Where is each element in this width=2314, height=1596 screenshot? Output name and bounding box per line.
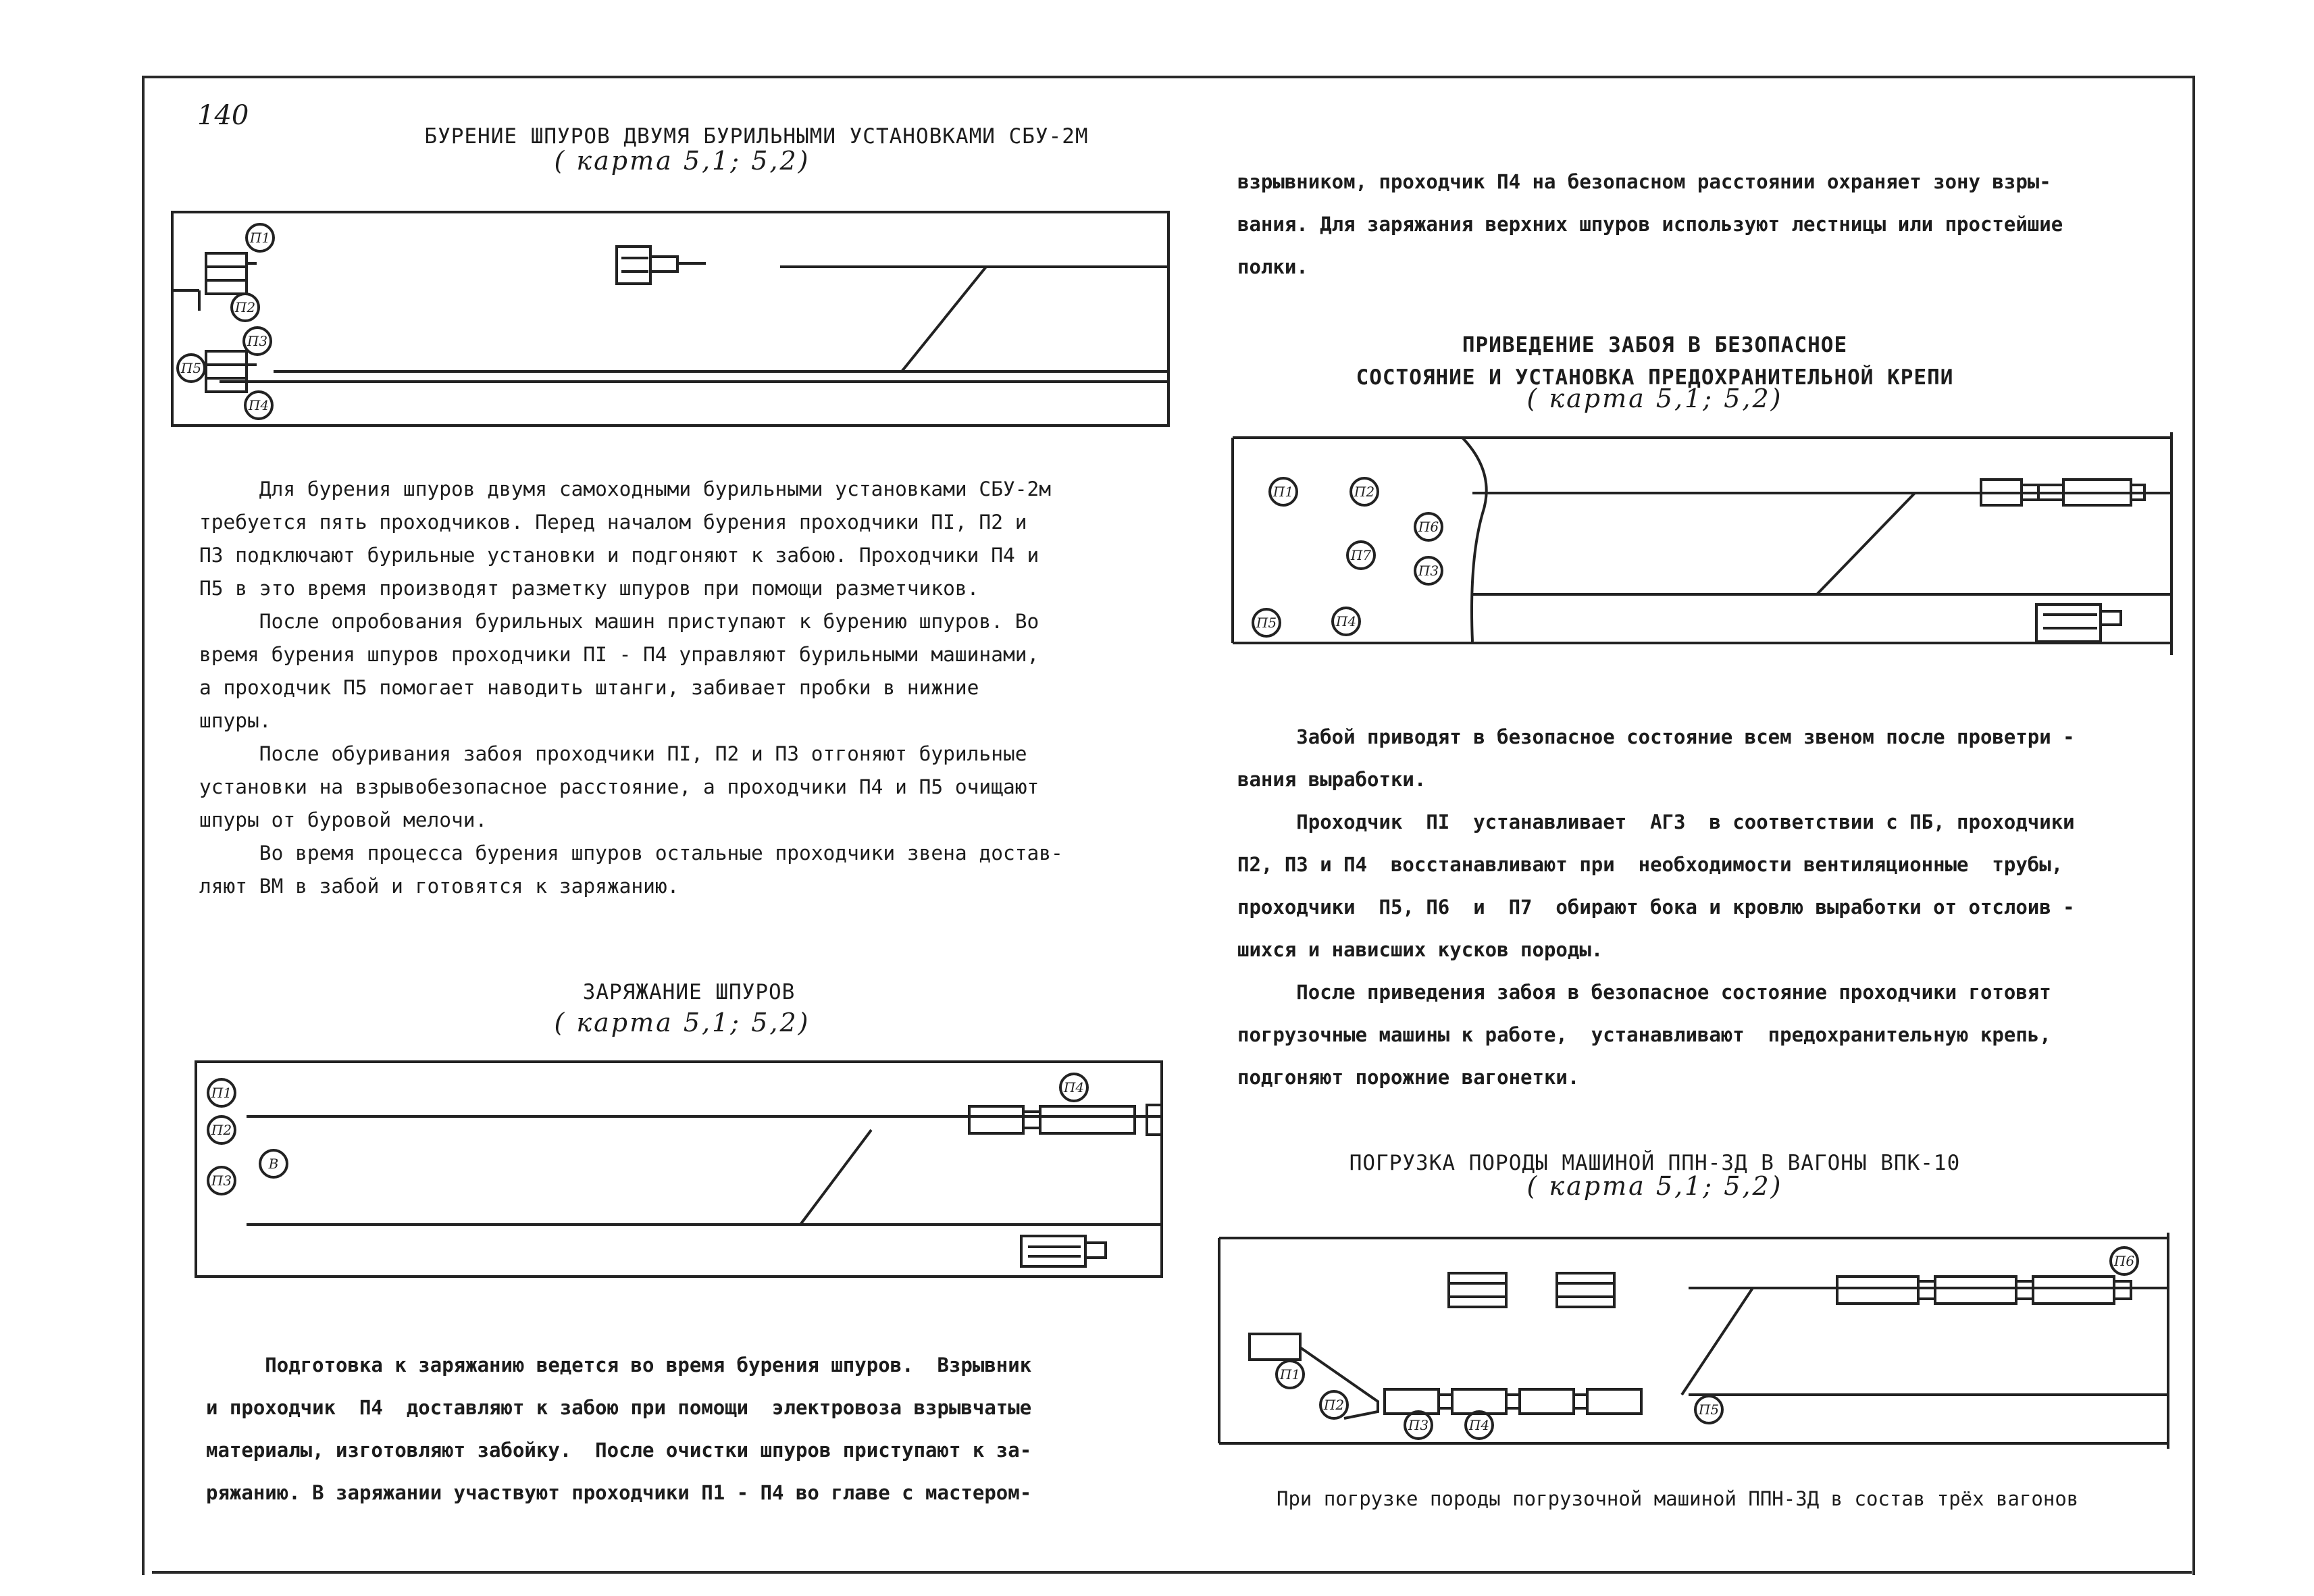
- worker-p5-label: П5: [180, 360, 202, 376]
- section-title-drilling: БУРЕНИЕ ШПУРОВ ДВУМЯ БУРИЛЬНЫМИ УСТАНОВКАМИ СБУ-2М: [424, 124, 1089, 149]
- worker-p3-label: П3: [1418, 563, 1439, 579]
- worker-p6-label: П6: [2113, 1253, 2135, 1269]
- worker-p4-label: П4: [1063, 1079, 1085, 1096]
- paragraph-drilling: Для бурения шпуров двумя самоходными бурильными установками СБУ-2м требуется пять проходчиков. Перед началом бурения проходчики ПI, П2 и П3 подключают бурильные установки и подгоняют к забою. Проходчики П4 и П5 в это время производят разметку шпуров при помощи разметчиков. После опробования бурильных машин приступают к бурению шпуров. Во время бурения шпуров проходчики ПI - П4 управляют бурильными машинами, а проходчик П5 помогает наводить штанги, забивает пробки в нижние шпуры. После обуривания забоя проходчики ПI, П2 и П3 отгоняют бурильные установки на взрывобезопасное расстояние, а проходчики П4 и П5 очищают шпуры от буровой мелочи. Во время процесса бурения шпуров остальные проходчики звена достав- ляют ВМ в забой и готовятся к заряжанию.: [199, 478, 1063, 898]
- section-title-safety-line2: СОСТОЯНИЕ И УСТАНОВКА ПРЕДОХРАНИТЕЛЬНОЙ КРЕПИ: [1356, 365, 1954, 390]
- worker-p2-label: П2: [1323, 1397, 1345, 1413]
- worker-p2-label: П2: [1354, 484, 1375, 500]
- diagram-charging: [196, 1059, 1182, 1282]
- paragraph-safety: Забой приводят в безопасное состояние всем звеном после проветри - вания выработки. Проходчик ПI устанавливает АГЗ в соответствии с ПБ, проходчики П2, П3 и П4 восстанавливают при необходимости вентиляционные трубы, проходчики П5, П6 и П7 обирают бока и кровлю выработки от отслоив - шихся и нависших кусков породы. После приведения забоя в безопасное состояние проходчики готовят погрузочные машины к работе, устанавливают предохранительную крепь, подгоняют порожние вагонетки.: [1237, 725, 2075, 1089]
- worker-p4-label: П4: [1335, 613, 1357, 629]
- blaster-label: В: [268, 1156, 279, 1172]
- worker-p4-label: П4: [248, 397, 269, 413]
- worker-p1-label: П1: [1272, 484, 1294, 500]
- paragraph-loading: При погрузке породы погрузочной машиной ППН-3Д в состав трёх вагонов: [1277, 1487, 2079, 1510]
- diagram-safety: [1233, 432, 2178, 662]
- section-title-safety-line1: ПРИВЕДЕНИЕ ЗАБОЯ В БЕЗОПАСНОЕ: [1462, 333, 1848, 357]
- worker-p7-label: П7: [1350, 547, 1372, 563]
- section-subtitle-loading: ( карта 5,1; 5,2): [1526, 1171, 1783, 1201]
- worker-p5-label: П5: [1256, 615, 1277, 631]
- section-subtitle-drilling: ( карта 5,1; 5,2): [554, 146, 811, 176]
- worker-p3-label: П3: [211, 1173, 232, 1189]
- section-title-charging: ЗАРЯЖАНИЕ ШПУРОВ: [582, 980, 796, 1004]
- section-subtitle-safety: ( карта 5,1; 5,2): [1526, 384, 1783, 413]
- page-border-right: [2192, 76, 2195, 1575]
- page-number: 140: [197, 100, 249, 131]
- page-border-bottom: [152, 1571, 2192, 1574]
- diagram-loading: [1216, 1233, 2175, 1456]
- section-title-loading: ПОГРУЗКА ПОРОДЫ МАШИНОЙ ППН-3Д В ВАГОНЫ ВПК-10: [1349, 1151, 1961, 1175]
- page-border-left: [142, 76, 145, 1575]
- worker-p2-label: П2: [211, 1122, 232, 1138]
- worker-p1-label: П1: [1279, 1366, 1301, 1383]
- worker-p1-label: П1: [211, 1085, 232, 1101]
- worker-p1-label: П1: [249, 230, 271, 246]
- paragraph-charging-continued: взрывником, проходчик П4 на безопасном расстоянии охраняет зону взры- вания. Для заряжания верхних шпуров используют лестницы или простейшие полки.: [1237, 170, 2063, 278]
- section-subtitle-charging: ( карта 5,1; 5,2): [554, 1008, 811, 1037]
- diagram-drilling: [172, 209, 1172, 432]
- worker-p2-label: П2: [234, 299, 256, 315]
- worker-p6-label: П6: [1418, 519, 1439, 535]
- worker-p5-label: П5: [1698, 1401, 1720, 1418]
- worker-p4-label: П4: [1468, 1417, 1490, 1433]
- paragraph-charging: Подготовка к заряжанию ведется во время бурения шпуров. Взрывник и проходчик П4 доставляют к забою при помощи электровоза взрывчатые материалы, изготовляют забойку. После очистки шпуров приступают к за- ряжанию. В заряжании участвуют проходчики П1 - П4 во главе с мастером-: [206, 1354, 1032, 1504]
- page-border-top: [142, 76, 2195, 78]
- worker-p3-label: П3: [247, 333, 268, 349]
- worker-p3-label: П3: [1408, 1417, 1429, 1433]
